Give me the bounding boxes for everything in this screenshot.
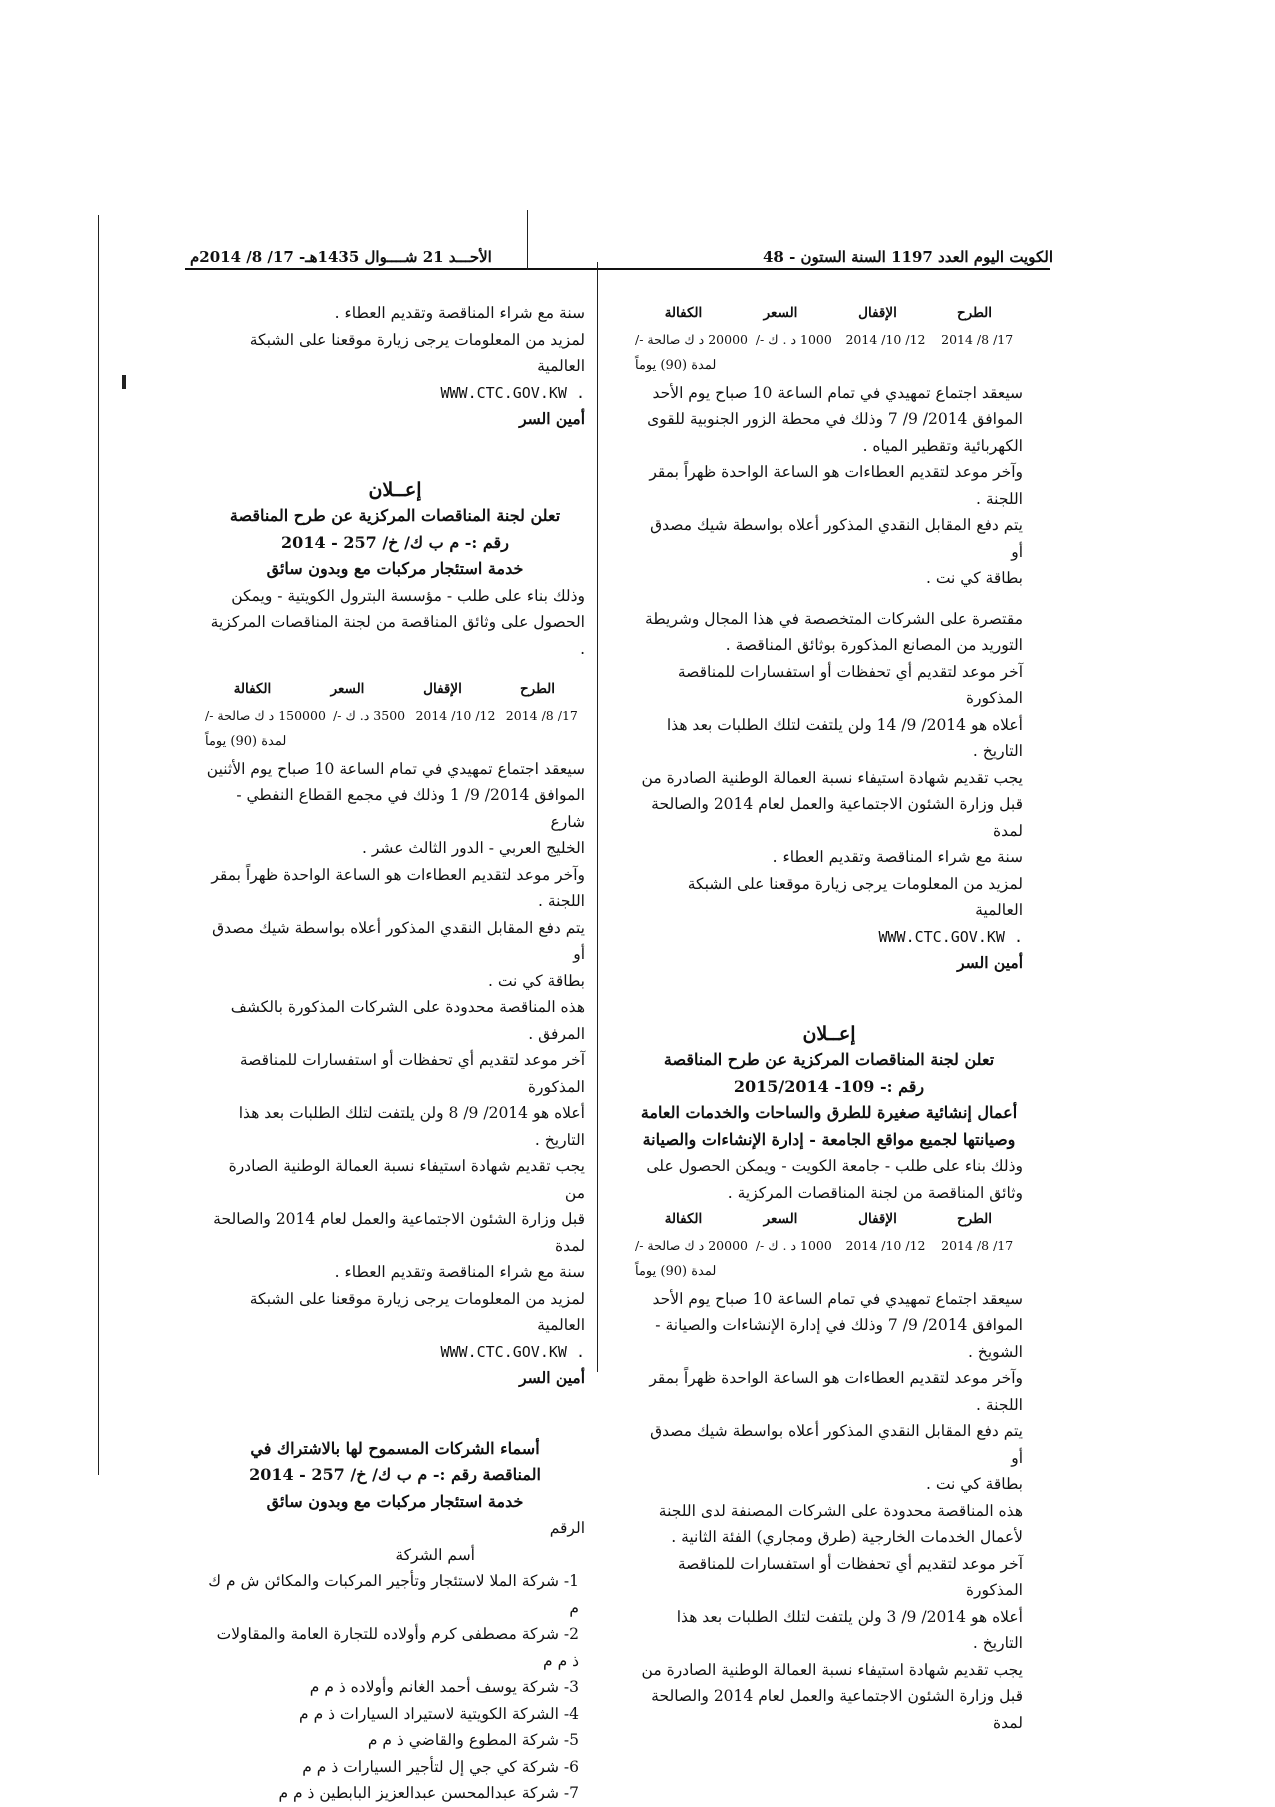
website-link[interactable]: WWW.CTC.GOV.KW . xyxy=(440,1342,585,1361)
paragraph-line: وذلك بناء على طلب - مؤسسة البترول الكويتية - ويمكن xyxy=(231,586,585,605)
table-cell: 20000 د ك صالحة -/ xyxy=(635,1237,748,1253)
paragraph-line: سنة مع شراء المناقصة وتقديم العطاء . xyxy=(334,1263,585,1281)
website-link[interactable]: WWW.CTC.GOV.KW . xyxy=(878,927,1023,946)
right-top-table-values xyxy=(635,327,1023,354)
duration-note: لمدة (90) يوماً xyxy=(635,358,717,373)
paragraph-line: لمزيد من المعلومات يرجى زيارة موقعنا على الشبكة العالمية xyxy=(249,1289,585,1334)
table-header-cell: السعر xyxy=(763,1211,798,1227)
paragraph-line: مقتصرة على الشركات المتخصصة في هذا المجال وشريطة xyxy=(645,609,1023,628)
paragraph-line: الكهربائية وتقطير المياه . xyxy=(862,436,1023,455)
companies-col-number: الرقم xyxy=(549,1519,585,1537)
signature: أمين السر xyxy=(957,953,1023,972)
scan-margin-line xyxy=(98,215,99,1475)
table-header-cell: السعر xyxy=(330,681,365,697)
list-item: 5- شركة المطوع والقاضي ذ م م xyxy=(367,1731,579,1749)
paragraph-line: أعلاه هو 2014/ 9/ 3 ولن يلتفت لتلك الطلبات بعد هذا التاريخ . xyxy=(676,1607,1023,1652)
paragraph-line: وذلك بناء على طلب - جامعة الكويت - ويمكن الحصول على xyxy=(646,1157,1023,1175)
header-rule xyxy=(185,268,1050,270)
table-cell: 17/ 8/ 2014 xyxy=(941,331,1014,347)
list-item: 6- شركة كي جي إل لتأجير السيارات ذ م م xyxy=(302,1757,579,1776)
tender-subject: وصيانتها لجميع مواقع الجامعة - إدارة الإنشاءات والصيانة xyxy=(642,1129,1016,1149)
paragraph-line: سيعقد اجتماع تمهيدي في تمام الساعة 10 صباح يوم الأحد xyxy=(652,1289,1023,1308)
paragraph-line: يتم دفع المقابل النقدي المذكور أعلاه بواسطة شيك مصدق أو xyxy=(212,918,585,963)
list-item: 4- الشركة الكويتية لاستيراد السيارات ذ م م xyxy=(299,1704,579,1723)
paragraph-line: سيعقد اجتماع تمهيدي في تمام الساعة 10 صباح يوم الأحد xyxy=(652,383,1023,402)
paragraph-line: أعلاه هو 2014/ 9/ 14 ولن يلتفت لتلك الطلبات بعد هذا التاريخ . xyxy=(666,715,1023,760)
paragraph-line: الموافق 2014/ 9/ 7 وذلك في محطة الزور الجنوبية للقوى xyxy=(647,410,1023,428)
paragraph-line: وآخر موعد لتقديم العطاءات هو الساعة الواحدة ظهراً بمقر اللجنة . xyxy=(649,463,1023,508)
table-header-cell: الإقفال xyxy=(858,1211,897,1227)
scan-mark xyxy=(122,375,126,389)
tender-number: رقم :- 109- 2015/2014 xyxy=(733,1076,925,1096)
announcement-heading: إعــلان xyxy=(802,1022,856,1045)
paragraph-line: وآخر موعد لتقديم العطاءات هو الساعة الواحدة ظهراً بمقر اللجنة . xyxy=(211,865,585,910)
table-cell: 150000 د ك صالحة -/ xyxy=(205,707,326,723)
announcement-line: تعلن لجنة المناقصات المركزية عن طرح المناقصة xyxy=(663,1050,995,1069)
paragraph-line: قبل وزارة الشئون الاجتماعية والعمل لعام 2014 والصالحة لمدة xyxy=(651,795,1023,840)
website-link[interactable]: WWW.CTC.GOV.KW . xyxy=(440,383,585,402)
paragraph-line: التوريد من المصانع المذكورة بوثائق المناقصة . xyxy=(725,636,1023,654)
paragraph-line: بطاقة كي نت . xyxy=(925,1475,1023,1493)
signature: أمين السر xyxy=(519,1368,585,1387)
table-header-cell: الطرح xyxy=(956,1211,993,1227)
paragraph-line: يجب تقديم شهادة استيفاء نسبة العمالة الوطنية الصادرة من xyxy=(641,1660,1023,1679)
paragraph-line: الخليج العربي - الدور الثالث عشر . xyxy=(361,839,585,857)
table-cell: 17/ 8/ 2014 xyxy=(505,707,578,723)
duration-note: لمدة (90) يوماً xyxy=(635,1264,717,1279)
table-header-cell: السعر xyxy=(763,305,798,321)
list-item: 7- شركة عبدالمحسن عبدالعزيز البابطين ذ م م xyxy=(278,1784,579,1802)
left-table-header xyxy=(205,676,585,703)
paragraph-line: الموافق 2014/ 9/ 7 وذلك في إدارة الإنشاءات والصيانة - xyxy=(655,1316,1023,1334)
paragraph-line: يجب تقديم شهادة استيفاء نسبة العمالة الوطنية الصادرة من xyxy=(228,1157,585,1202)
paragraph-line: أعلاه هو 2014/ 9/ 8 ولن يلتفت لتلك الطلبات بعد هذا التاريخ . xyxy=(238,1104,585,1149)
paragraph-line: يجب تقديم شهادة استيفاء نسبة العمالة الوطنية الصادرة من xyxy=(641,768,1023,787)
companies-title: أسماء الشركات المسموح لها بالاشتراك في xyxy=(250,1438,540,1458)
announcement-line: تعلن لجنة المناقصات المركزية عن طرح المناقصة xyxy=(229,506,561,525)
paragraph-line: الحصول على وثائق المناقصة من لجنة المناقصات المركزية . xyxy=(210,613,585,658)
table-cell: 1000 د . ك -/ xyxy=(755,331,832,347)
left-column xyxy=(205,300,585,1802)
signature: أمين السر xyxy=(519,409,585,428)
paragraph-line: يتم دفع المقابل النقدي المذكور أعلاه بواسطة شيك مصدق أو xyxy=(650,516,1023,561)
right-column xyxy=(635,300,1023,1732)
table-header-cell: الكفالة xyxy=(664,1211,703,1227)
table-cell: 17/ 8/ 2014 xyxy=(941,1237,1014,1253)
right-top-table-header xyxy=(635,300,1023,327)
header-date: الأحـــد 21 شــــوال 1435هـ- 17/ 8/ 2014م xyxy=(190,248,492,266)
paragraph-line: آخر موعد لتقديم أي تحفظات أو استفسارات للمناقصة المذكورة xyxy=(239,1051,585,1096)
table-cell: 12/ 10/ 2014 xyxy=(415,707,496,723)
header-issue-info: الكويت اليوم العدد 1197 السنة الستون - 48 xyxy=(762,248,1053,266)
paragraph-line: آخر موعد لتقديم أي تحفظات أو استفسارات للمناقصة المذكورة xyxy=(677,1554,1023,1599)
tender-subject: أعمال إنشائية صغيرة للطرق والساحات والخدمات العامة xyxy=(640,1103,1018,1122)
table-header-cell: الطرح xyxy=(956,305,993,321)
paragraph-line: الشويخ . xyxy=(967,1342,1023,1361)
paragraph-line: وثائق المناقصة من لجنة المناقصات المركزية . xyxy=(727,1183,1023,1202)
list-item: 1- شركة الملا لاستئجار وتأجير المركبات والمكائن ش م ك م xyxy=(208,1572,579,1617)
list-item: 2- شركة مصطفى كرم وأولاده للتجارة العامة والمقاولات ذ م م xyxy=(216,1625,579,1670)
table-cell: 1000 د . ك -/ xyxy=(755,1237,832,1253)
paragraph-line: قبل وزارة الشئون الاجتماعية والعمل لعام 2014 والصالحة لمدة xyxy=(651,1687,1023,1732)
table-header-cell: الإقفال xyxy=(858,305,897,321)
paragraph-line: لأعمال الخدمات الخارجية (طرق ومجاري) الفئة الثانية . xyxy=(671,1528,1023,1546)
paragraph-line: لمزيد من المعلومات يرجى زيارة موقعنا على الشبكة العالمية xyxy=(687,874,1023,919)
paragraph-line: هذه المناقصة محدودة على الشركات المصنفة لدى اللجنة xyxy=(658,1501,1023,1520)
table-cell: 12/ 10/ 2014 xyxy=(845,1237,926,1253)
tender-subject: خدمة استئجار مركبات مع وبدون سائق xyxy=(266,559,524,578)
paragraph-line: بطاقة كي نت . xyxy=(487,971,585,990)
table-header-cell: الطرح xyxy=(519,681,556,697)
left-table-values xyxy=(205,703,585,730)
column-divider xyxy=(597,262,598,1372)
table-cell: 20000 د ك صالحة -/ xyxy=(635,331,748,347)
table-cell: 12/ 10/ 2014 xyxy=(845,331,926,347)
table-cell: 3500 د. ك -/ xyxy=(333,707,406,723)
paragraph-line: قبل وزارة الشئون الاجتماعية والعمل لعام 2014 والصالحة لمدة xyxy=(213,1210,585,1255)
companies-col-name: أسم الشركة xyxy=(395,1545,475,1564)
companies-title: المناقصة رقم :- م ب ك/ خ/ 257 - 2014 xyxy=(249,1465,541,1484)
paragraph-line: سيعقد اجتماع تمهيدي في تمام الساعة 10 صباح يوم الأثنين xyxy=(206,759,585,778)
table-header-cell: الإقفال xyxy=(423,681,462,697)
scan-artifact-line xyxy=(527,210,528,270)
companies-title: خدمة استئجار مركبات مع وبدون سائق xyxy=(266,1491,524,1511)
paragraph-line: سنة مع شراء المناقصة وتقديم العطاء . xyxy=(772,848,1023,866)
paragraph-line: هذه المناقصة محدودة على الشركات المذكورة بالكشف المرفق . xyxy=(230,998,585,1043)
paragraph-line: لمزيد من المعلومات يرجى زيارة موقعنا على الشبكة العالمية xyxy=(249,330,585,375)
paragraph-line: الموافق 2014/ 9/ 1 وذلك في مجمع القطاع النفطي - شارع xyxy=(236,786,585,831)
right-table-values xyxy=(635,1233,1023,1260)
list-item: 3- شركة يوسف أحمد الغانم وأولاده ذ م م xyxy=(309,1678,579,1696)
paragraph-line: آخر موعد لتقديم أي تحفظات أو استفسارات للمناقصة المذكورة xyxy=(677,662,1023,707)
tender-number: رقم :- م ب ك/ خ/ 257 - 2014 xyxy=(281,532,509,552)
paragraph-line: سنة مع شراء المناقصة وتقديم العطاء . xyxy=(334,304,585,322)
paragraph-line: وآخر موعد لتقديم العطاءات هو الساعة الواحدة ظهراً بمقر اللجنة . xyxy=(649,1369,1023,1414)
announcement-heading: إعــلان xyxy=(368,478,422,501)
table-header-cell: الكفالة xyxy=(233,681,272,697)
paragraph-line: بطاقة كي نت . xyxy=(925,569,1023,587)
right-table-header xyxy=(635,1206,1023,1233)
duration-note: لمدة (90) يوماً xyxy=(205,734,287,749)
table-header-cell: الكفالة xyxy=(664,305,703,321)
paragraph-line: يتم دفع المقابل النقدي المذكور أعلاه بواسطة شيك مصدق أو xyxy=(650,1422,1023,1467)
